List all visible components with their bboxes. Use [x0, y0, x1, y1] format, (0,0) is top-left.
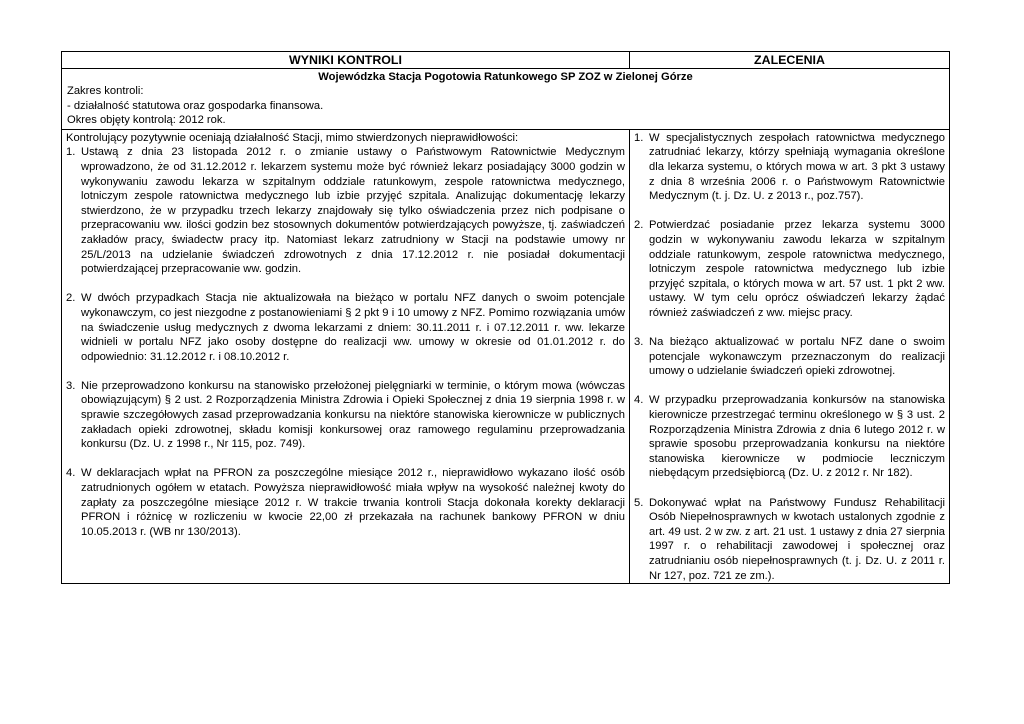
institution-cell: [62, 69, 950, 130]
recommendation-item-number: 5.: [634, 496, 644, 509]
results-list: [66, 145, 625, 539]
results-column-header: WYNIKI KONTROLI: [62, 52, 630, 69]
recommendation-item: [634, 131, 945, 204]
scope-block: [62, 84, 949, 129]
recommendation-item-text: W przypadku przeprowadzania konkursów na stanowiska kierownicze przestrzegać terminu określonego w § 3 ust. 2 Rozporządzenia Ministra Zdrowia z dnia 6 lutego 2012 r. w sprawie sposobu przeprowadzania konkursu na niektóre stanowiska kierownicze w podmiocie leczniczym niebędącym przedsiębiorcą (Dz. U. z 2012 r. Nr 182).: [649, 394, 945, 480]
recommendation-item: [634, 335, 945, 379]
recommendation-item: [634, 393, 945, 481]
scope-label: Zakres kontroli:: [67, 85, 144, 97]
scope-period: Okres objęty kontrolą: 2012 rok.: [67, 114, 226, 127]
result-item: [66, 145, 625, 276]
result-item-number: 1.: [66, 146, 76, 159]
recommendation-item: [634, 496, 945, 584]
header-row: [62, 52, 950, 69]
result-item-text: W dwóch przypadkach Stacja nie aktualizowała na bieżąco w portalu NFZ danych o swoim potencjale wykonawczym, co jest niezgodne z postanowieniami § 2 pkt 9 i 10 umowy z NFZ. Pomimo rozwiązania umów na świadczenie usług medycznych z dwoma lekarzami z dniem: 30.11.2011 r. i 07.12.2011 r. ww. lekarze widnieli w portalu NFZ jako osoby dostępne do realizacji ww. umowy w okresie od 01.01.2012 r. do odpowiednio: 31.12.2012 r. i 08.10.2012 r.: [81, 292, 625, 363]
institution-title: Wojewódzka Stacja Pogotowia Ratunkowego SP ZOZ w Zielonej Górze: [318, 71, 693, 83]
result-item-number: 3.: [66, 379, 76, 392]
recommendation-item-number: 2.: [634, 219, 644, 232]
recommendations-cell: [630, 129, 950, 583]
content-row: [62, 129, 950, 583]
result-item: [66, 466, 625, 539]
results-intro: Kontrolujący pozytywnie oceniają działalność Stacji, mimo stwierdzonych nieprawidłowości:: [66, 131, 519, 144]
recommendation-item-text: W specjalistycznych zespołach ratownictwa medycznego zatrudniać lekarzy, którzy spełniają wymagania określone dla lekarza systemu, o których mowa w art. 3 pkt 3 ustawy z dnia 8 września 2006 r. o Państwowym Ratownictwie Medycznym (t. j. Dz. U. z 2013 r., poz.757).: [649, 131, 945, 203]
recommendation-item-text: Na bieżąco aktualizować w portalu NFZ dane o swoim potencjale wykonawczym przeznaczonym do realizacji umowy o udzielanie świadczeń opieki zdrowotnej.: [649, 336, 945, 378]
recommendations-list: [634, 131, 945, 583]
recommendations-column-header: ZALECENIA: [630, 52, 950, 69]
recommendation-item: [634, 218, 945, 320]
result-item-text: Nie przeprowadzono konkursu na stanowisko przełożonej pielęgniarki w terminie, o którym mowa (wówczas obowiązującym) § 2 ust. 2 Rozporządzenia Ministra Zdrowia i Opieki Społecznej z dnia 19 sierpnia 1998 r. w sprawie szczegółowych zasad przeprowadzania konkursu na niektóre stanowiska kierownicze w publicznych zakładach opieki zdrowotnej, składu komisji konkursowej oraz ramowego regulaminu przeprowadzania konkursu (Dz. U. z 1998 r., Nr 115, poz. 749).: [81, 379, 625, 451]
recommendation-item-text: Dokonywać wpłat na Państwowy Fundusz Rehabilitacji Osób Niepełnosprawnych w kwotach ustalonych zgodnie z art. 49 ust. 2 w zw. z art. 21 ust. 1 ustawy z dnia 27 sierpnia 1997 r. o rehabilitacji zawodowej i społecznej oraz zatrudnianiu osób niepełnosprawnych (t. j. Dz. U. z 2011 r. Nr 127, poz. 721 ze zm.).: [649, 496, 945, 582]
recommendation-item-number: 1.: [634, 131, 644, 144]
recommendation-item-number: 3.: [634, 336, 644, 349]
result-item-number: 4.: [66, 467, 76, 480]
recommendation-item-number: 4.: [634, 394, 644, 407]
subtitle-row: [62, 69, 950, 130]
document-page: [61, 51, 949, 584]
inspection-table: [61, 51, 950, 584]
results-cell: [62, 129, 630, 583]
result-item-text: W deklaracjach wpłat na PFRON za poszczególne miesiące 2012 r., nieprawidłowo wykazano ilość osób zatrudnionych ogółem w etatach. Powyższa nieprawidłowość miała wpływ na wysokość należnej kwoty do zapłaty za poszczególne miesiące 2012 r. W trakcie trwania kontroli Stacja dokonała korekty deklaracji PFRON i różnicę w rozliczeniu w kwocie 22,00 zł przekazała na rachunek bankowy PFRON w dniu 10.05.2013 r. (WB nr 130/2013).: [81, 467, 625, 538]
recommendation-item-text: Potwierdzać posiadanie przez lekarza systemu 3000 godzin w wykonywaniu zawodu lekarza w szpitalnym oddziale ratunkowym, zespole ratownictwa medycznego, lotniczym zespole ratownictwa medycznego lub izbie przyjęć szpitala, o których mowa w art. 57 ust. 1 pkt 2 ww. ustawy. W tym celu oprócz oświadczeń lekarzy żądać również zaświadczeń z ww. miejsc pracy.: [649, 219, 945, 319]
scope-description: - działalność statutowa oraz gospodarka finansowa.: [67, 99, 324, 112]
result-item-text: Ustawą z dnia 23 listopada 2012 r. o zmianie ustawy o Państwowym Ratownictwie Medycznym wprowadzono, że od 31.12.2012 r. lekarzem systemu może być również lekarz posiadający 3000 godzin w wykonywaniu zawodu lekarza w szpitalnym oddziale ratunkowym, zespole ratownictwa medycznego, lotniczym zespole ratownictwa medycznego lub izbie przyjęć szpitala. Analizując dokumentację lekarzy stwierdzono, że w przypadku trzech lekarzy znajdowały się tylko oświadczenia przez nich podpisane o przepracowaniu ww. ilości godzin bez stosownych dokumentów potwierdzających powyższe, tj. zaświadczeń zakładów pracy, świadectw pracy itp. Natomiast lekarz zatrudniony w Stacji na podstawie umowy nr 25/L/2013 na udzielanie świadczeń zdrowotnych z dnia 17.12.2012 r. nie posiadał dokumentacji potwierdzającej przepracowanie ww. godzin.: [81, 146, 625, 276]
result-item: [66, 379, 625, 452]
result-item-number: 2.: [66, 292, 76, 305]
result-item: [66, 291, 625, 364]
